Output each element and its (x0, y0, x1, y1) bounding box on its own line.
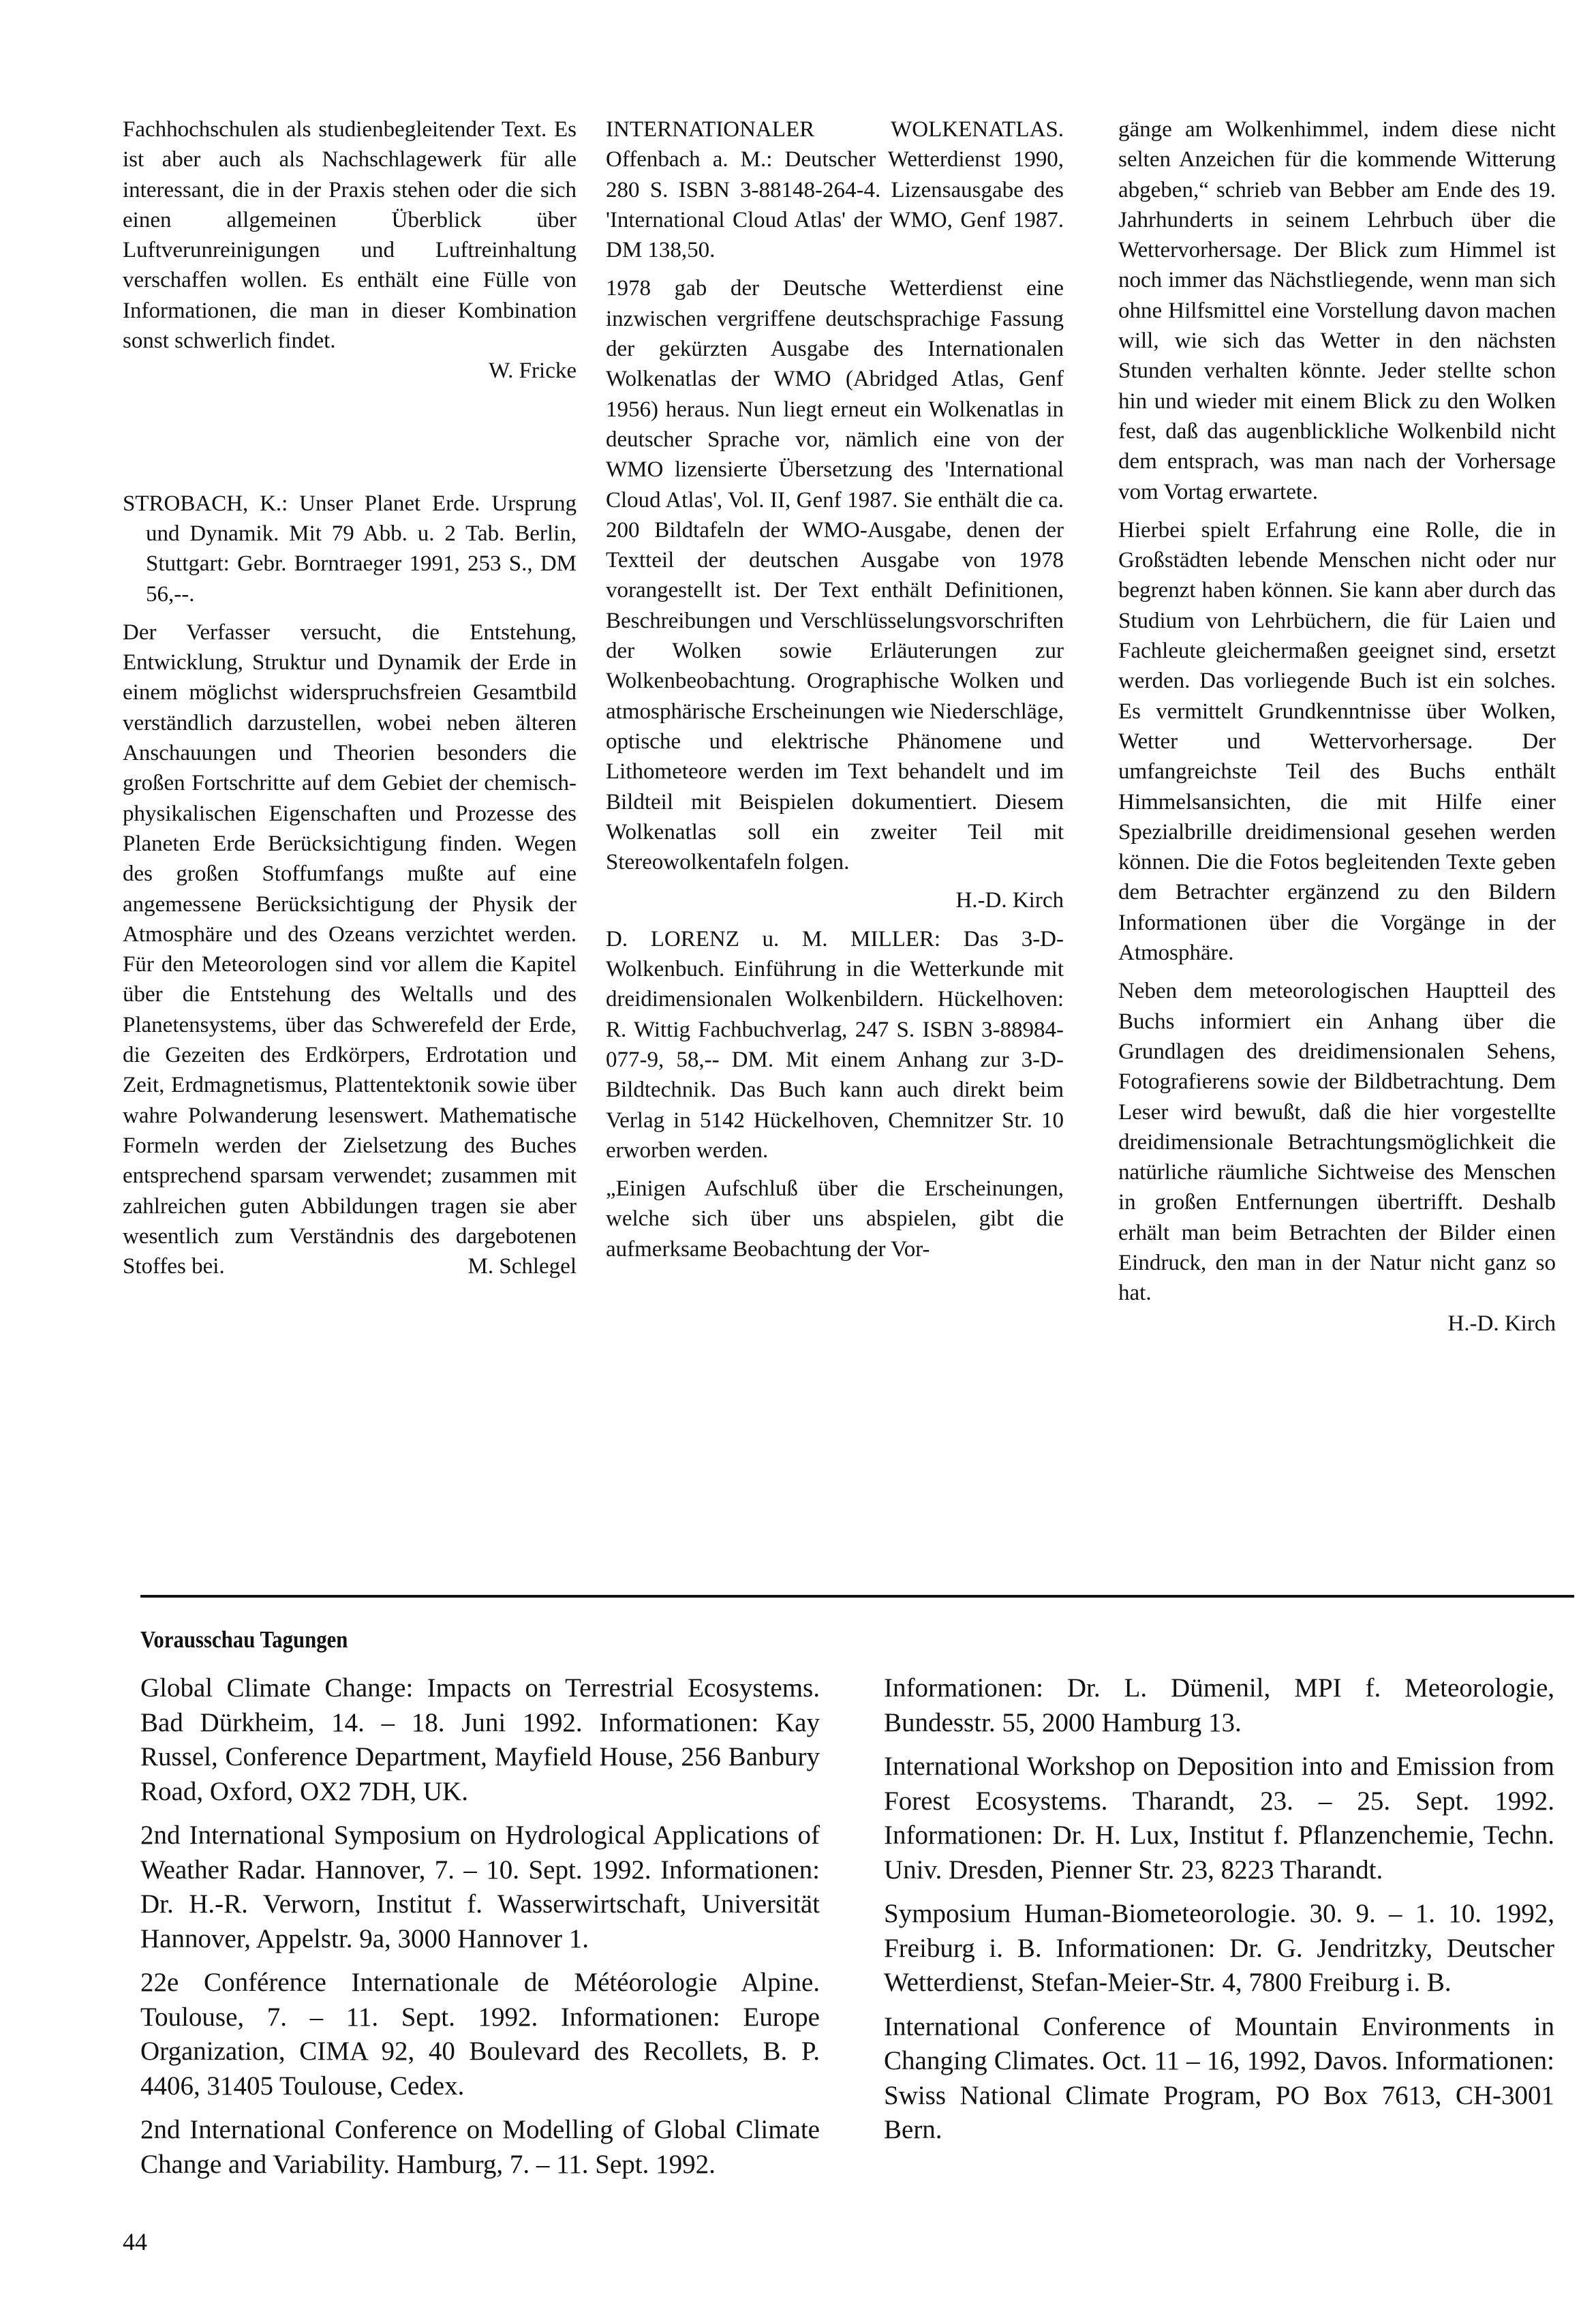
column-1 (123, 115, 577, 1281)
conferences-left-column (140, 1671, 820, 2191)
page-number: 44 (123, 2228, 147, 2255)
book-reference: D. LORENZ u. M. MILLER: Das 3-D-Wolkenbuch. Einführung in die Wetterkunde mit dreidimensionalen Wolkenbildern. Hückelhoven: R. Wittig Fachbuchverlag, 247 S. ISBN 3-88984-077-9, 58,-- DM. Mit einem Anhang zur 3-D-Bildtechnik. Das Buch kann auch direkt beim Verlag in 5142 Hückelhoven, Chemnitzer Str. 10 erworben werden. (606, 926, 1064, 1163)
conference-entry: 22e Conférence Internationale de Météorologie Alpine. Toulouse, 7. – 11. Sept. 1992. Informationen: Europe Organization, CIMA 92, 40 Boulevard des Recollets, B. P. 4406, 31405 Toulouse, Cedex. (140, 1968, 820, 2101)
section-heading: Vorausschau Tagungen (140, 1626, 348, 1653)
conference-entry: International Workshop on Deposition into and Emission from Forest Ecosystems. Tharandt, 23. – 25. Sept. 1992. Informationen: Dr. H. Lux, Institut f. Pflanzenchemie, Techn. Univ. Dresden, Pienner Str. 23, 8223 Tharandt. (884, 1752, 1554, 1885)
review-text: Fachhochschulen als studienbegleitender Text. Es ist aber auch als Nachschlagewerk für alle interessant, die in der Praxis stehen oder die sich einen allgemeinen Überblick über Luftverunreinigungen und Luftreinhaltung verschaffen wollen. Es enthält eine Fülle von Informationen, die man in dieser Kombination sonst schwerlich findet. (123, 117, 577, 354)
review-signature: H.-D. Kirch (955, 888, 1064, 913)
review-signature: W. Fricke (489, 359, 577, 384)
conference-entry: International Conference of Mountain Environments in Changing Climates. Oct. 11 – 16, 1992, Davos. Informationen: Swiss National Climate Program, PO Box 7613, CH-3001 Bern. (884, 2011, 1554, 2144)
review-text: Hierbei spielt Erfahrung eine Rolle, die in Großstädten lebende Menschen nicht oder nur begrenzt haben können. Sie kann aber durch das Studium von Lehrbüchern, die für Laien und Fachleute gleichermaßen geeignet sind, ersetzt werden. Das vorliegende Buch ist ein solches. Es vermittelt Grundkenntnisse über Wolken, Wetter und Wettervorhersage. Der umfangreichste Teil des Buchs enthält Himmelsansichten, die mit Hilfe einer Spezialbrille dreidimensional gesehen werden können. Die die Fotos begleitenden Texte geben dem Betrachter ergänzend zu den Bildern Informationen über die Vorgänge in der Atmosphäre. (1118, 517, 1556, 966)
review-text: „Einigen Aufschluß über die Erscheinungen, welche sich über uns abspielen, gibt die aufmerksame Beobachtung der Vor- (606, 1176, 1064, 1262)
section-divider (140, 1595, 1574, 1598)
book-reference: STROBACH, K.: Unser Planet Erde. Ursprung und Dynamik. Mit 79 Abb. u. 2 Tab. Berlin, Stuttgart: Gebr. Borntraeger 1991, 253 S., DM 56,--. (123, 491, 577, 607)
review-signature: H.-D. Kirch (1447, 1311, 1556, 1336)
review-text: gänge am Wolkenhimmel, indem diese nicht selten Anzeichen für die kommende Witterung abgeben,“ schrieb van Bebber am Ende des 19. Jahrhunderts in seinem Lehrbuch über die Wettervorhersage. Der Blick zum Himmel ist noch immer das Nächstliegende, wenn man sich ohne Hilfsmittel eine Vorstellung davon machen will, wie sich das Wetter in den nächsten Stunden verhalten könnte. Jeder stellte schon hin und wieder mit einem Blick zu den Wolken fest, daß das augenblickliche Wolkenbild nicht dem entsprach, was man nach der Vorhersage vom Vortag erwartete. (1118, 117, 1556, 504)
conference-entry: Informationen: Dr. L. Dümenil, MPI f. Meteorologie, Bundesstr. 55, 2000 Hamburg 13. (884, 1673, 1554, 1737)
column-3 (1118, 115, 1556, 1339)
review-text: 1978 gab der Deutsche Wetterdienst eine inzwischen vergriffene deutschsprachige Fassung der gekürzten Ausgabe des Internationalen Wolkenatlas der WMO (Abridged Atlas, Genf 1956) heraus. Nun liegt erneut ein Wolkenatlas in deutscher Sprache vor, nämlich eine von der WMO lizensierte Übersetzung des 'International Cloud Atlas', Vol. II, Genf 1987. Sie enthält die ca. 200 Bildtafeln der WMO-Ausgabe, denen der Textteil der deutschen Ausgabe von 1978 vorangestellt ist. Der Text enthält Definitionen, Beschreibungen und Verschlüsselungsvorschriften der Wolken sowie Erläuterungen zur Wolkenbeobachtung. Orographische Wolken und atmosphärische Erscheinungen wie Niederschläge, optische und elektrische Phänomene und Lithometeore werden im Text behandelt und im Bildteil mit Beispielen dokumentiert. Diesem Wolkenatlas soll ein zweiter Teil mit Stereowolkentafeln folgen. (606, 276, 1064, 875)
conference-entry: Global Climate Change: Impacts on Terrestrial Ecosystems. Bad Dürkheim, 14. – 18. Juni 1992. Informationen: Kay Russel, Conference Department, Mayfield House, 256 Banbury Road, Oxford, OX2 7DH, UK. (140, 1673, 820, 1806)
review-text: Neben dem meteorologischen Hauptteil des Buchs informiert ein Anhang über die Grundlagen des dreidimensionalen Sehens, Fotografierens sowie der Bildbetrachtung. Dem Leser wird bewußt, daß die hier vorgestellte dreidimensionale Betrachtungsmöglichkeit die natürliche räumliche Sichtweise des Menschen in großen Entfernungen übertrifft. Deshalb erhält man beim Betrachten der Bilder einen Eindruck, den man in der Natur nicht ganz so hat. (1118, 979, 1556, 1306)
conferences-right-column (884, 1671, 1554, 2157)
conference-entry: 2nd International Conference on Modelling of Global Climate Change and Variability. Hamburg, 7. – 11. Sept. 1992. (140, 2115, 820, 2179)
book-reference: INTERNATIONALER WOLKENATLAS. Offenbach a. M.: Deutscher Wetterdienst 1990, 280 S. ISBN 3-88148-264-4. Lizensausgabe des 'International Cloud Atlas' der WMO, Genf 1987. DM 138,50. (606, 117, 1064, 263)
column-2 (606, 115, 1064, 1264)
review-signature: M. Schlegel (467, 1254, 577, 1279)
review-text (123, 618, 577, 1282)
conference-entry: 2nd International Symposium on Hydrological Applications of Weather Radar. Hannover, 7. – 10. Sept. 1992. Informationen: Dr. H.-R. Verworn, Institut f. Wasserwirtschaft, Universität Hannover, Appelstr. 9a, 3000 Hannover 1. (140, 1820, 820, 1953)
conference-entry: Symposium Human-Biometeorologie. 30. 9. – 1. 10. 1992, Freiburg i. B. Informationen: Dr. G. Jendritzky, Deutscher Wetterdienst, Stefan-Meier-Str. 4, 7800 Freiburg i. B. (884, 1899, 1554, 1997)
review-body: Der Verfasser versucht, die Entstehung, Entwicklung, Struktur und Dynamik der Erde in einem möglichst widerspruchsfreien Gesamtbild verständlich darzustellen, wobei neben älteren Anschauungen und Theorien besonders die großen Fortschritte auf dem Gebiet der chemisch-physikalischen Eigenschaften und Prozesse des Planeten Erde Berücksichtigung finden. Wegen des großen Stoffumfangs mußte auf eine angemessene Berücksichtigung der Physik der Atmosphäre und des Ozeans verzichtet werden. Für den Meteorologen sind vor allem die Kapitel über die Entstehung des Weltalls und des Planetensystems, über das Schwerefeld der Erde, die Gezeiten des Erdkörpers, Erdrotation und Zeit, Erdmagnetismus, Plattentektonik sowie über wahre Polwanderung lesenswert. Mathematische Formeln werden der Zielsetzung des Buches entsprechend sparsam verwendet; zusammen mit zahlreichen guten Abbildungen tragen sie aber wesentlich zum Verständnis des dargebotenen Stoffes bei. (123, 620, 577, 1279)
